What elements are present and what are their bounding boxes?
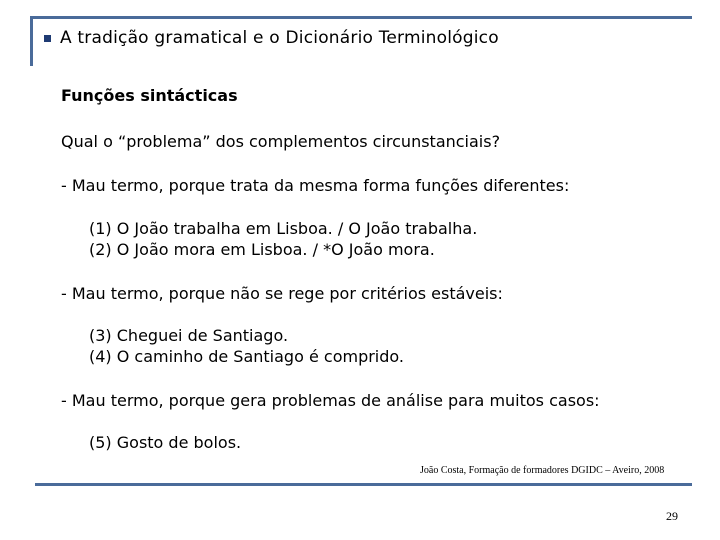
left-border-line: [30, 16, 33, 66]
point-3-text: - Mau termo, porque gera problemas de análise para muitos casos:: [61, 391, 600, 410]
point-2-text: - Mau termo, porque não se rege por critérios estáveis:: [61, 284, 503, 303]
top-border-line: [30, 16, 692, 19]
question-text: Qual o “problema” dos complementos circunstanciais?: [61, 132, 501, 151]
square-bullet-icon: [44, 35, 51, 42]
slide-title: A tradição gramatical e o Dicionário Terminológico: [60, 28, 499, 48]
slide-title-row: [44, 28, 499, 48]
footer-divider: [35, 483, 692, 486]
example-3: (3) Cheguei de Santiago.: [89, 326, 289, 345]
section-heading: Funções sintácticas: [61, 86, 238, 105]
footer-citation: João Costa, Formação de formadores DGIDC – Aveiro, 2008: [420, 465, 665, 476]
example-2: (2) O João mora em Lisboa. / *O João mora.: [89, 240, 435, 259]
example-1: (1) O João trabalha em Lisboa. / O João trabalha.: [89, 219, 478, 238]
point-1-text: - Mau termo, porque trata da mesma forma funções diferentes:: [61, 176, 570, 195]
page-number: 29: [666, 509, 678, 523]
example-4: (4) O caminho de Santiago é comprido.: [89, 347, 404, 366]
example-5: (5) Gosto de bolos.: [89, 433, 242, 452]
